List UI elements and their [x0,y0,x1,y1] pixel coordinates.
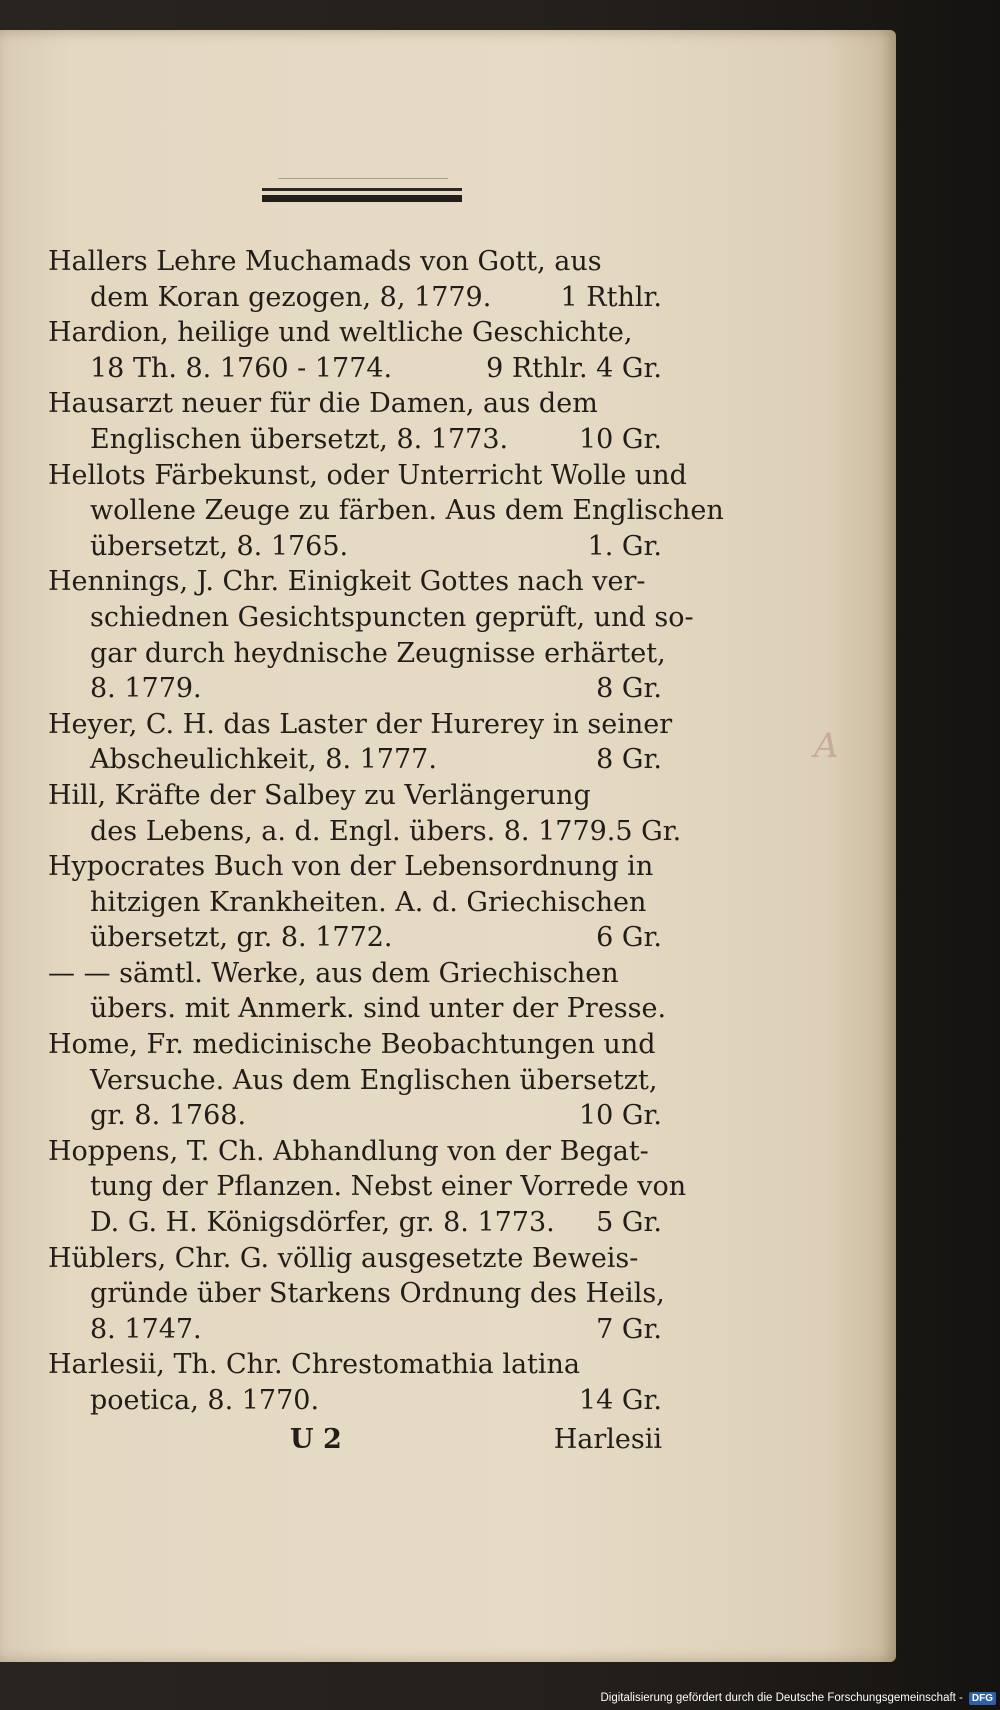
entry-line [48,920,662,956]
entry-text: — — sämtl. Werke, aus dem Griechischen [48,957,619,989]
page-footer-line [290,1424,662,1455]
entry-line [48,885,662,921]
entry-line [48,1276,665,1312]
entry-line [48,493,724,529]
catalog-entry [48,956,667,1027]
entry-text: poetica, 8. 1770. [90,1385,320,1416]
entry-line [48,1383,662,1419]
entry-text: übersetzt, 8. 1765. [90,530,349,562]
catalog-entry [48,458,724,565]
catalog-entry [48,1347,662,1418]
entry-line [48,1205,662,1241]
entry-price: 14 Gr. [578,1385,662,1416]
entry-text: Harlesii, Th. Chr. Chrestomathia latina [48,1349,581,1381]
entry-line [48,1169,687,1205]
entry-price: 8 Gr. [596,673,662,705]
entry-line [48,458,687,494]
entry-text: Hellots Färbekunst, oder Unterricht Wolle und [48,459,687,491]
entry-text: dem Koran gezogen, 8, 1779. [90,281,492,313]
entry-text: Hüblers, Chr. G. völlig ausgesetzte Beweis- [48,1242,639,1274]
entry-text: Heyer, C. H. das Laster der Hurerey in seiner [48,708,673,740]
entry-line [48,1347,662,1383]
entry-text: übers. mit Anmerk. sind unter der Presse. [90,993,667,1025]
entry-text: des Lebens, a. d. Engl. übers. 8. 1779. [90,815,616,847]
entry-price: 8 Gr. [596,744,662,776]
entry-text: 8. 1747. [90,1313,202,1345]
entry-text: Hausarzt neuer für die Damen, aus dem [48,388,598,420]
pencil-marginal-mark: A [814,726,839,766]
entry-line [48,991,667,1027]
entry-text: tung der Pflanzen. Nebst einer Vorrede von [90,1171,687,1203]
entry-text: Abscheulichkeit, 8. 1777. [90,744,437,776]
catalog-entries [48,244,724,1419]
entry-price: 7 Gr. [596,1313,662,1345]
entry-text: schiednen Gesichtspuncten geprüft, und so- [90,601,694,633]
entry-price: 10 Gr. [578,1100,662,1132]
entry-price: 9 Rthlr. 4 Gr. [486,352,662,384]
entry-price: 1. Gr. [587,530,662,562]
catalog-entry [48,386,662,457]
entry-text: Englischen übersetzt, 8. 1773. [90,423,509,455]
entry-line [48,636,666,672]
entry-line [48,1027,662,1063]
entry-text: gar durch heydnische Zeugnisse erhärtet, [90,637,666,669]
entry-line [48,315,662,351]
catalog-entry [48,315,662,386]
entry-line [48,849,662,885]
entry-line [48,1312,662,1348]
entry-text: Hill, Kräfte der Salbey zu Verlängerung [48,779,591,811]
entry-text: Hardion, heilige und weltliche Geschichte, [48,317,633,349]
entry-line [48,564,662,600]
entry-text: 8. 1779. [90,673,202,705]
entry-price: 10 Gr. [578,423,662,455]
header-rule-thin [262,188,462,191]
entry-text: 18 Th. 8. 1760 - 1774. [90,352,393,384]
catalog-entry [48,244,662,315]
entry-price: 5 Gr. [615,815,682,847]
entry-price: 5 Gr. [596,1207,662,1239]
entry-text: gr. 8. 1768. [90,1100,247,1132]
header-rule-thick [262,195,462,202]
entry-line [48,1098,662,1134]
catalog-entry [48,778,682,849]
faint-rule [278,178,448,179]
entry-text: wollene Zeuge zu färben. Aus dem Englischen [90,495,724,527]
catalog-entry [48,1027,662,1134]
entry-text: D. G. H. Königsdörfer, gr. 8. 1773. [90,1207,555,1239]
signature-mark: U 2 [290,1424,342,1455]
entry-text: hitzigen Krankheiten. A. d. Griechischen [90,886,647,918]
catchword: Harlesii [553,1424,662,1455]
digitization-footer [0,1686,1000,1710]
entry-text: Hennings, J. Chr. Einigkeit Gottes nach ver- [48,566,646,598]
catalog-entry [48,1241,665,1348]
entry-line [48,671,662,707]
entry-text: übersetzt, gr. 8. 1772. [90,922,393,954]
entry-text: Hallers Lehre Muchamads von Gott, aus [48,246,602,277]
entry-line [48,386,662,422]
footer-text: Digitalisierung gefördert durch die Deutsche Forschungsgemeinschaft - [600,1692,963,1704]
entry-line [48,1134,662,1170]
entry-line [48,1241,662,1277]
entry-price: 1 Rthlr. [560,281,662,313]
entry-line [48,244,662,280]
entry-line [48,351,662,387]
catalog-entry [48,564,694,706]
entry-line [48,529,662,565]
entry-line [48,1063,662,1099]
header-double-rule [262,188,462,202]
entry-text: Home, Fr. medicinische Beobachtungen und [48,1029,656,1061]
entry-line [48,814,682,850]
entry-line [48,707,673,743]
entry-text: gründe über Starkens Ordnung des Heils, [90,1278,665,1310]
catalog-entry [48,707,673,778]
dfg-logo-icon: DFG [969,1692,996,1705]
entry-line [48,742,662,778]
entry-text: Hoppens, T. Ch. Abhandlung von der Begat- [48,1135,649,1167]
catalog-entry [48,1134,687,1241]
entry-line [48,956,662,992]
catalog-entry [48,849,662,956]
entry-line [48,600,694,636]
entry-line [48,422,662,458]
entry-text: Versuche. Aus dem Englischen übersetzt, [90,1064,658,1096]
entry-line [48,280,662,316]
entry-line [48,778,662,814]
entry-text: Hypocrates Buch von der Lebensordnung in [48,851,654,883]
entry-price: 6 Gr. [596,922,662,954]
